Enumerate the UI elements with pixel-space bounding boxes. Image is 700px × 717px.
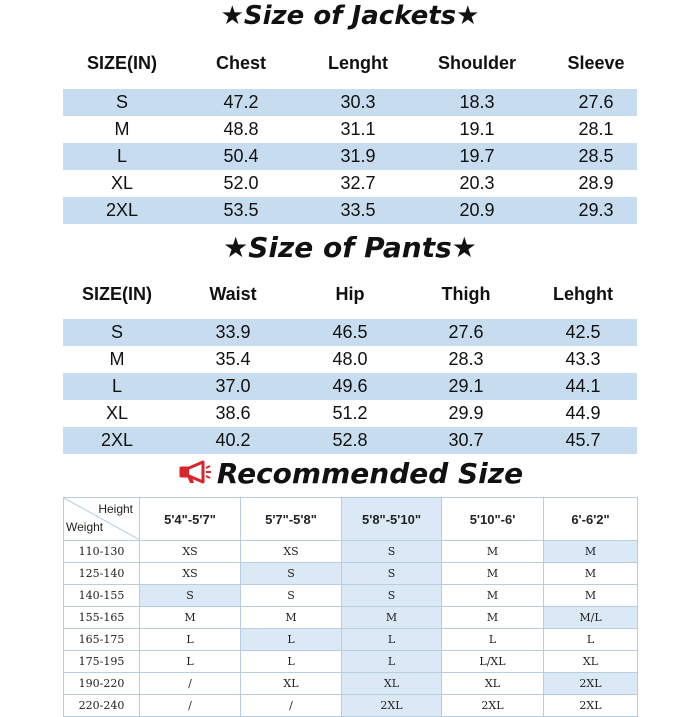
grid-row [64,629,638,651]
table-row [0,427,700,454]
measurement-cell: 46.5 [332,322,368,342]
table-row [0,89,700,116]
recommended-size-cell: L [140,651,241,673]
header-row [0,50,700,77]
measurement-cell: 32.7 [340,173,376,193]
size-label: S [115,92,128,112]
table-row [0,373,700,400]
measurement-cell: 33.9 [215,322,251,342]
measurement-cell: 48.0 [332,349,368,369]
weight-range-label: 155-165 [64,607,140,629]
recommended-size-cell: M [342,607,442,629]
table-row [0,197,700,224]
column-header: Shoulder [437,53,516,73]
height-range-header: 5'4"-5'7" [140,498,241,541]
recommended-size-cell: L [442,629,544,651]
grid-row [64,585,638,607]
recommended-size-cell: XL [342,673,442,695]
recommended-size-cell: XS [140,563,241,585]
recommended-size-cell: L [241,629,342,651]
jackets-title-text: Size of Jackets [243,1,457,31]
height-range-header: 5'10"-6' [442,498,544,541]
recommended-size-cell: M [442,541,544,563]
grid-row [64,695,638,717]
recommended-size-cell: S [140,585,241,607]
column-header: SIZE(IN) [87,53,157,73]
measurement-cell: 51.2 [332,403,368,423]
measurement-cell: 47.2 [223,92,259,112]
measurement-cell: 43.3 [565,349,601,369]
recommended-size-grid [63,497,638,717]
recommended-size-cell: XS [241,541,342,563]
weight-range-label: 190-220 [64,673,140,695]
megaphone-icon [177,457,213,493]
measurement-cell: 30.3 [340,92,376,112]
recommended-size-cell: L [342,651,442,673]
recommended-size-cell: M/L [544,607,638,629]
recommended-size-cell: M [442,607,544,629]
recommended-size-cell: / [241,695,342,717]
recommended-size-cell: M [544,541,638,563]
height-range-header: 6'-6'2" [544,498,638,541]
measurement-cell: 53.5 [223,200,259,220]
column-header: Sleeve [567,53,625,73]
grid-header-row [64,498,638,541]
weight-range-label: 140-155 [64,585,140,607]
recommended-size-cell: S [241,563,342,585]
measurement-cell: 52.8 [332,430,368,450]
size-label: M [114,119,130,139]
recommended-size-cell: XL [544,651,638,673]
recommended-size-cell: M [442,585,544,607]
weight-axis-label: Weight [66,520,104,534]
recommended-size-cell: M [241,607,342,629]
star-icon: ★ [220,1,244,31]
measurement-cell: 27.6 [448,322,484,342]
column-header: Lenght [328,53,388,73]
grid-corner-cell [64,498,140,541]
measurement-cell: 30.7 [448,430,484,450]
table-row [0,346,700,373]
size-label: 2XL [100,430,134,450]
star-icon: ★ [451,231,477,264]
measurement-cell: 20.3 [459,173,495,193]
recommended-size-cell: 2XL [544,673,638,695]
recommended-size-cell: S [342,585,442,607]
star-icon: ★ [456,1,480,31]
measurement-cell: 44.9 [565,403,601,423]
measurement-cell: 28.9 [578,173,614,193]
recommended-size-cell: S [342,541,442,563]
size-label: S [110,322,123,342]
size-label: XL [105,403,129,423]
table-row [0,319,700,346]
jackets-title [0,0,700,32]
recommended-size-cell: S [241,585,342,607]
size-label: L [111,376,122,396]
measurement-cell: 29.9 [448,403,484,423]
recommended-size-cell: 2XL [442,695,544,717]
measurement-cell: 29.3 [578,200,614,220]
measurement-cell: 40.2 [215,430,251,450]
weight-range-label: 110-130 [64,541,140,563]
recommended-size-cell: L [140,629,241,651]
measurement-cell: 31.1 [340,119,376,139]
weight-range-label: 165-175 [64,629,140,651]
measurement-cell: 49.6 [332,376,368,396]
measurement-cell: 45.7 [565,430,601,450]
measurement-cell: 42.5 [565,322,601,342]
grid-row [64,563,638,585]
measurement-cell: 33.5 [340,200,376,220]
measurement-cell: 38.6 [215,403,251,423]
recommended-size-cell: / [140,695,241,717]
recommended-size-cell: XL [241,673,342,695]
table-row [0,170,700,197]
measurement-cell: 28.3 [448,349,484,369]
recommended-size-cell: M [544,585,638,607]
grid-row [64,541,638,563]
size-label: M [109,349,125,369]
size-label: 2XL [105,200,139,220]
measurement-cell: 19.7 [459,146,495,166]
recommended-size-cell: / [140,673,241,695]
recommended-size-cell: XS [140,541,241,563]
height-axis-label: Height [98,502,133,516]
weight-range-label: 220-240 [64,695,140,717]
measurement-cell: 27.6 [578,92,614,112]
column-header: Waist [209,284,257,304]
grid-row [64,673,638,695]
measurement-cell: 28.1 [578,119,614,139]
measurement-cell: 20.9 [459,200,495,220]
measurement-cell: 31.9 [340,146,376,166]
measurement-cell: 50.4 [223,146,259,166]
pants-title [0,230,700,266]
recommended-size-cell: S [342,563,442,585]
recommended-size-cell: XL [442,673,544,695]
measurement-cell: 18.3 [459,92,495,112]
measurement-cell: 48.8 [223,119,259,139]
recommended-size-cell: L [342,629,442,651]
table-row [0,400,700,427]
measurement-cell: 44.1 [565,376,601,396]
column-header: Lehght [553,284,613,304]
measurement-cell: 35.4 [215,349,251,369]
recommended-size-cell: L/XL [442,651,544,673]
size-label: XL [110,173,134,193]
column-header: SIZE(IN) [82,284,152,304]
pants-title-text: Size of Pants [248,231,452,264]
measurement-cell: 28.5 [578,146,614,166]
height-range-header: 5'7"-5'8" [241,498,342,541]
measurement-cell: 19.1 [459,119,495,139]
column-header: Hip [335,284,365,304]
recommended-size-cell: M [140,607,241,629]
recommended-size-cell: L [544,629,638,651]
recommended-size-cell: 2XL [342,695,442,717]
size-label: L [116,146,127,166]
recommended-size-cell: M [544,563,638,585]
recommended-size-cell: L [241,651,342,673]
measurement-cell: 52.0 [223,173,259,193]
weight-range-label: 125-140 [64,563,140,585]
weight-range-label: 175-195 [64,651,140,673]
height-range-header: 5'8"-5'10" [342,498,442,541]
star-icon: ★ [223,231,249,264]
grid-row [64,607,638,629]
measurement-cell: 37.0 [215,376,251,396]
table-row [0,143,700,170]
table-row [0,116,700,143]
measurement-cell: 29.1 [448,376,484,396]
column-header: Thigh [441,284,491,304]
grid-row [64,651,638,673]
header-row [0,281,700,308]
recommended-title-text: Recommended Size [216,457,524,490]
recommended-size-cell: 2XL [544,695,638,717]
recommended-title [0,456,700,492]
column-header: Chest [215,53,266,73]
recommended-size-cell: M [442,563,544,585]
